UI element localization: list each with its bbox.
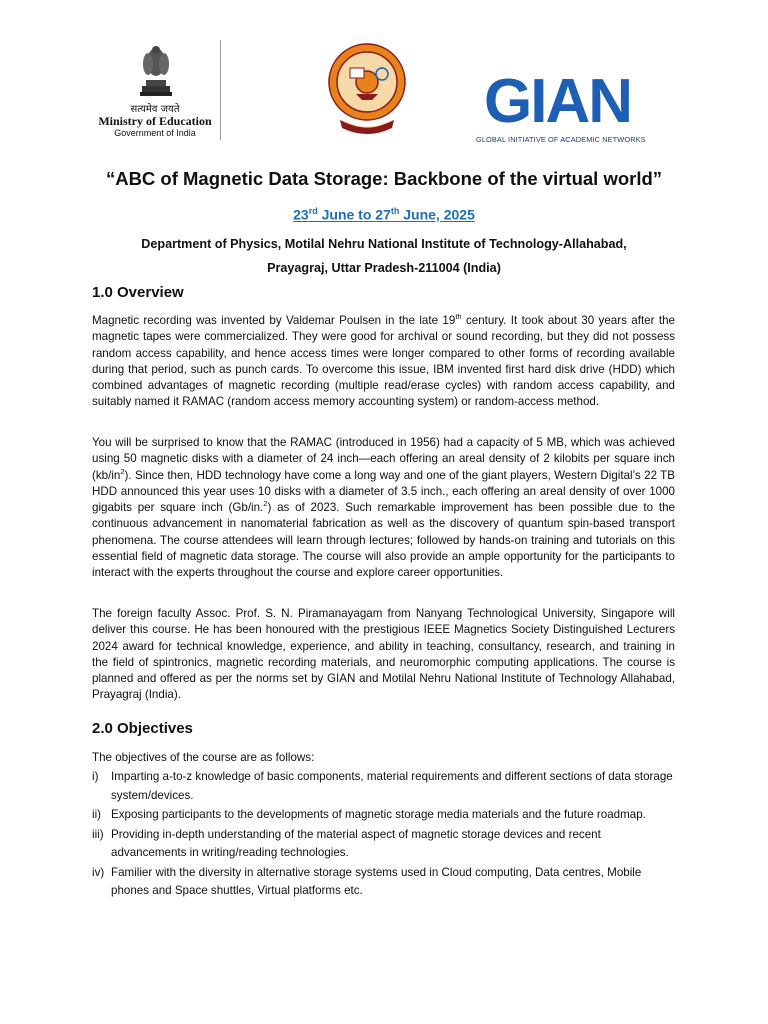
objective-number: iii) xyxy=(92,827,104,841)
gian-tagline: GLOBAL INITIATIVE OF ACADEMIC NETWORKS xyxy=(476,135,646,144)
overview-paragraph-1 xyxy=(92,313,675,411)
ministry-name: Ministry of Education xyxy=(98,114,212,128)
ministry-of-education-logo xyxy=(96,40,221,140)
objective-item xyxy=(92,864,675,901)
objective-item xyxy=(92,768,675,805)
p1-text-a: Magnetic recording was invented by Valdemar Poulsen in the late 19 xyxy=(92,314,456,327)
department-line-2: Prayagraj, Uttar Pradesh-211004 (India) xyxy=(267,261,501,275)
objective-text: Exposing participants to the developments of magnetic storage media materials and the future roadmap. xyxy=(111,808,646,821)
objective-item xyxy=(92,826,675,863)
logo-row xyxy=(0,40,768,144)
start-day: 23 xyxy=(293,206,309,223)
p2-text-b: ). Since then, HDD technology have come a long way and one of the giant players, Western Digital’s 22 TB HDD announced this year uses 10 disks with a diameter of 3.5 inch., each offering an areal density of over 1000 gigabits per square inch (Gb/in. xyxy=(92,468,675,515)
p2-sup-2: 2 xyxy=(263,499,268,509)
start-month: June to xyxy=(317,206,376,223)
start-suffix: rd xyxy=(308,206,318,216)
p1-text-b: century. It took about 30 years after the magnetic tapes were commercialized. They were good for archival or sound recording, but they did not possess random access capability, and hence access times were longer compared to other forms of recording available during that period, such as punch cards. To overcome this issue, IBM invented first hard disk drive (HDD) which combined advantages of magnetic recording (multiple read/erase cycles) with random access capability, and suitably named it RAMAC (random access memory accounting system) or random-access method. xyxy=(92,314,675,409)
objectives-heading: 2.0 Objectives xyxy=(92,720,193,737)
p2-text-c: ) as of 2023. Such remarkable improvement has been possible due to the continuous advancement in nanomaterial fabrication as well as the discovery of quantum spin-based transport phenomena. The course attendees will learn through lectures; followed by hands-on training and tutorials on this essential field of magnetic data storage. The course will also provide an ample opportunity for the participants to interact with the experts throughout the course and explore career opportunities. xyxy=(92,501,675,580)
course-dates xyxy=(0,206,768,223)
gian-logo xyxy=(472,65,664,147)
overview-heading: 1.0 Overview xyxy=(92,284,184,301)
department-line-1: Department of Physics, Motilal Nehru National Institute of Technology-Allahabad, xyxy=(141,237,627,251)
p2-text-a: You will be surprised to know that the RAMAC (introduced in 1956) had a capacity of 5 MB, which was achieved using 50 magnetic disks with a diameter of 24 inch—each offering an areal density of 2 kilobits per square inch (kb/in xyxy=(92,436,675,482)
gian-logo-text: GIAN xyxy=(484,67,631,136)
end-month: June, 2025 xyxy=(399,206,475,223)
national-emblem-icon xyxy=(136,42,176,100)
objective-text: Imparting a-to-z knowledge of basic components, material requirements and different sections of data storage system/devices. xyxy=(111,770,673,802)
objective-number: iv) xyxy=(92,865,105,879)
department-address xyxy=(0,232,768,280)
end-day: 27 xyxy=(375,206,391,223)
government-name: Government of India xyxy=(114,128,196,138)
objective-item xyxy=(92,806,675,825)
course-title: “ABC of Magnetic Data Storage: Backbone of the virtual world” xyxy=(105,168,663,189)
p2-sup-1: 2 xyxy=(120,466,125,476)
motto-hindi: सत्यमेव जयते xyxy=(130,104,180,115)
overview-paragraph-3: The foreign faculty Assoc. Prof. S. N. Piramanayagam from Nanyang Technological University, Singapore will deliver this course. He has been honoured with the prestigious IEEE Magnetics Society Distinguished Lecturers 2024 award for technical knowledge, experience, and ability in teaching, consultancy, research, and training in the field of spintronics, magnetic recording materials, and neuromorphic computing applications. The course is planned and offered as per the norms set by GIAN and Motilal Nehru National Institute of Technology Allahabad, Prayagraj (India). xyxy=(92,607,675,702)
objective-number: i) xyxy=(92,770,99,783)
overview-paragraph-2 xyxy=(92,435,675,582)
mnnit-logo xyxy=(326,42,408,138)
p1-sup: th xyxy=(455,312,462,322)
objective-text: Familier with the diversity in alternative storage systems used in Cloud computing, Data centres, Mobile phones and Space shuttles, Virtual platforms etc. xyxy=(111,865,642,897)
end-suffix: th xyxy=(390,206,400,216)
objective-number: ii) xyxy=(92,808,102,821)
objectives-list xyxy=(92,768,675,902)
objective-text: Providing in-depth understanding of the material aspect of magnetic storage devices and recent advancements in writing/reading technologies. xyxy=(111,827,601,859)
objectives-intro: The objectives of the course are as follows: xyxy=(92,751,315,764)
